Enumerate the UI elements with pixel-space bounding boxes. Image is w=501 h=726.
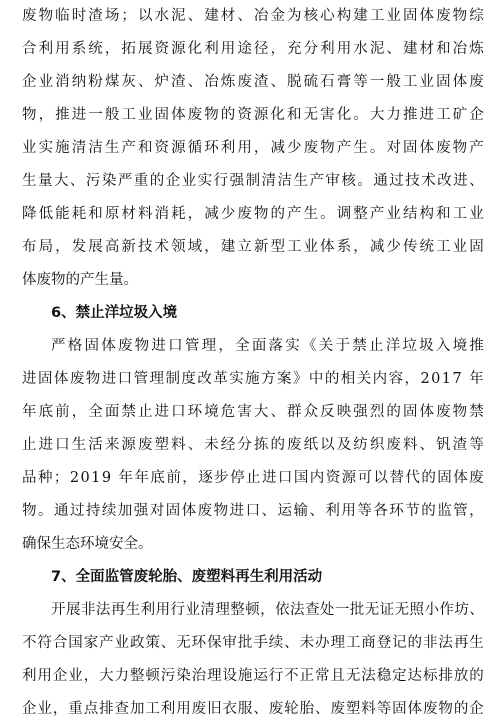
- text-line: 开 展 非 法 再 生 利 用 行 业 清 理 整 顿 ， 依 法 查 处 一 批 无 证 无 照 小 作 坊 、: [51, 602, 484, 618]
- text-line: 年 底 前 ， 全 面 禁 止 进 口 环 境 危 害 大 、 群 众 反 映 强 烈 的 固 体 废 物 禁: [22, 404, 484, 420]
- document-body: [22, 0, 484, 726]
- text-line: 止 进 口 生 活 来 源 废 塑 料 、 未 经 分 拣 的 废 纸 以 及 纺 织 废 料 、 钒 渣 等: [22, 437, 484, 453]
- text-line: 降 低 能 耗 和 原 材 料 消 耗 ， 减 少 废 物 的 产 生 。 调 整 产 业 结 构 和 工 业: [22, 206, 484, 222]
- text-line: 进 固 体 废 物 进 口 管 理 制 度 改 革 实 施 方 案 》 中 的 相 关 内 容 ， 2 0 1 7 年: [22, 371, 484, 387]
- text-line: 布 局 ， 发 展 高 新 技 术 领 域 ， 建 立 新 型 工 业 体 系 ， 减 少 传 统 工 业 固: [22, 239, 484, 255]
- text-line: 严 格 固 体 废 物 进 口 管 理 ， 全 面 落 实 《 关 于 禁 止 洋 垃 圾 入 境 推: [51, 338, 484, 354]
- paragraph-ban-foreign-waste: [22, 330, 484, 561]
- section-heading-6: 6、禁止洋垃圾入境: [51, 305, 178, 321]
- text-line: 合 利 用 系 统 ， 拓 展 资 源 化 利 用 途 径 ， 充 分 利 用 水 泥 、 建 材 和 冶 炼: [22, 41, 484, 57]
- text-line: 物 ， 推 进 一 般 工 业 固 体 废 物 的 资 源 化 和 无 害 化 。 大 力 推 进 工 矿 企: [22, 107, 484, 123]
- text-line: 确保生态环境安全。: [22, 536, 153, 552]
- text-line: 体废物的产生量。: [22, 272, 138, 288]
- paragraph-recycling-supervision: [22, 594, 484, 726]
- text-line: 利 用 企 业 ， 大 力 整 顿 污 染 治 理 设 施 运 行 不 正 常 且 无 法 稳 定 达 标 排 放 的: [22, 668, 484, 684]
- text-line: 不 符 合 国 家 产 业 政 策 、 无 环 保 审 批 手 续 、 未 办 理 工 商 登 记 的 非 法 再 生: [22, 635, 484, 651]
- text-line: 生 量 大 、 污 染 严 重 的 企 业 实 行 强 制 清 洁 生 产 审 核 。 通 过 技 术 改 进 、: [22, 173, 484, 189]
- text-line: 废 物 临 时 渣 场 ； 以 水 泥 、 建 材 、 冶 金 为 核 心 构 建 工 业 固 体 废 物 综: [22, 8, 484, 24]
- text-line: 业 实 施 清 洁 生 产 和 资 源 循 环 利 用 ， 减 少 废 物 产 生 。 对 固 体 废 物 产: [22, 140, 484, 156]
- text-line: 物 。 通 过 持 续 加 强 对 固 体 废 物 进 口 、 运 输 、 利 用 等 各 环 节 的 监 管 ，: [22, 503, 484, 519]
- text-line: 企 业 消 纳 粉 煤 灰 、 炉 渣 、 冶 炼 废 渣 、 脱 硫 石 膏 等 一 般 工 业 固 体 废: [22, 74, 484, 90]
- text-line: 品 种 ； 2 0 1 9 年 年 底 前 ， 逐 步 停 止 进 口 国 内 资 源 可 以 替 代 的 固 体 废: [22, 470, 484, 486]
- paragraph-solid-waste-utilization: [22, 0, 484, 297]
- text-line: 企 业 ， 重 点 排 查 加 工 利 用 废 旧 衣 服 、 废 轮 胎 、 废 塑 料 等 固 体 废 物 的 企: [22, 701, 484, 717]
- section-heading-7: 7、全面监管废轮胎、废塑料再生利用活动: [51, 569, 323, 585]
